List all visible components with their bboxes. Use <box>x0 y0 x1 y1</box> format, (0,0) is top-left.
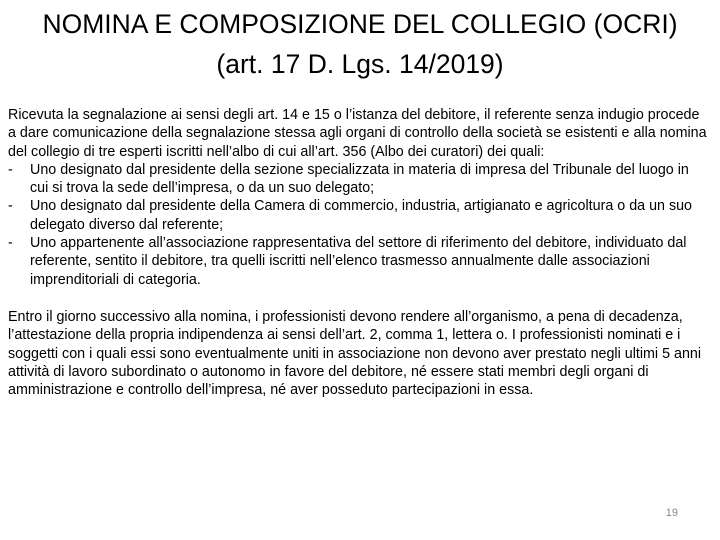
bullet-text: Uno appartenente all’associazione rappresentativa del settore di riferimento del debitore, individuato dal referente, sentito il debitore, tra quelli iscritti nell’elenco trasmesso annualmente dalle associazioni imprenditoriali di categoria. <box>30 235 687 288</box>
bullet-list <box>8 161 708 289</box>
paragraph-gap <box>8 289 708 308</box>
slide-title <box>0 4 720 84</box>
title-line-2: (art. 17 D. Lgs. 14/2019) <box>216 49 504 79</box>
bullet-marker: - <box>8 198 13 215</box>
bullet-item <box>8 197 708 234</box>
bullet-item <box>8 234 708 289</box>
title-line-1: NOMINA E COMPOSIZIONE DEL COLLEGIO (OCRI) <box>42 9 678 39</box>
bullet-item <box>8 161 708 198</box>
bullet-marker: - <box>8 161 13 178</box>
bullet-marker: - <box>8 235 13 252</box>
intro-paragraph: Ricevuta la segnalazione ai sensi degli art. 14 e 15 o l’istanza del debitore, il referente senza indugio procede a dare comunicazione della segnalazione stessa agli organi di controllo della società se esistenti e alla nomina del collegio di tre esperti iscritti nell’albo di cui all’art. 356 (Albo dei curatori) dei quali: <box>8 107 707 160</box>
page-number: 19 <box>665 507 678 519</box>
slide-body <box>8 106 708 399</box>
bullet-text: Uno designato dal presidente della Camera di commercio, industria, artigianato e agricoltura o da un suo delegato diverso dal referente; <box>30 198 693 233</box>
bullet-text: Uno designato dal presidente della sezione specializzata in materia di impresa del Tribunale del luogo in cui si trova la sede dell’impresa, o da un suo delegato; <box>30 161 689 197</box>
closing-paragraph: Entro il giorno successivo alla nomina, i professionisti devono rendere all’organismo, a pena di decadenza, l’attestazione della propria indipendenza ai sensi dell’art. 2, comma 1, lettera o. I professionisti nominati e i soggetti con i quali essi sono eventualmente uniti in associazione non devono aver prestato negli ultimi 5 anni attività di lavoro subordinato o autonomo in favore del debitore, né essere stati membri degli organi di amministrazione e controllo dell’impresa, né aver posseduto partecipazioni in essa. <box>8 308 702 399</box>
